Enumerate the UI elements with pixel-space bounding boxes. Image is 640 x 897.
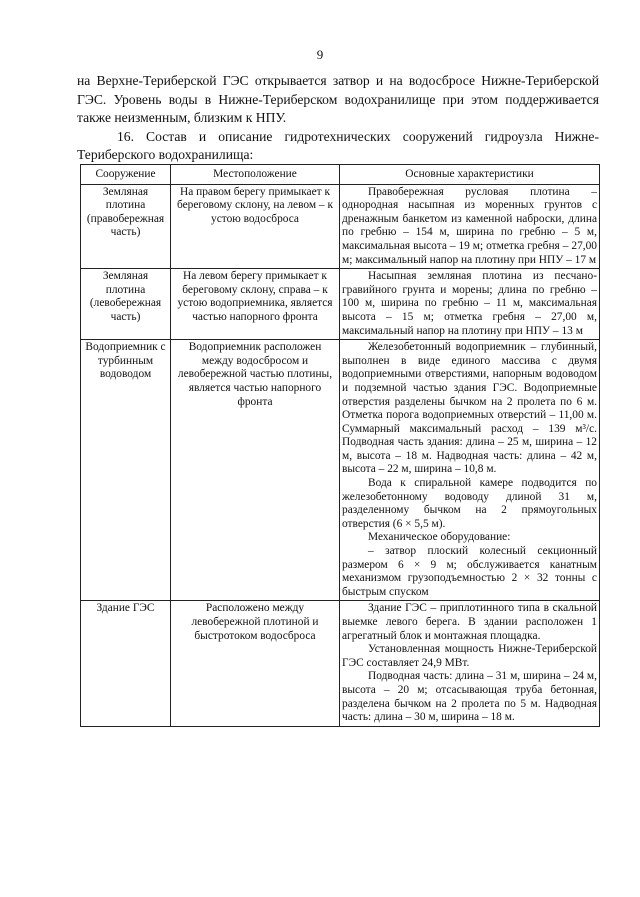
table-row bbox=[81, 269, 600, 340]
structure-description bbox=[340, 340, 600, 601]
description-paragraph: Механическое оборудование: bbox=[368, 531, 511, 544]
structure-description bbox=[340, 269, 600, 340]
description-paragraph: Установленная мощность Нижне-Териберской ГЭС составляет 24,9 МВт. bbox=[342, 643, 597, 669]
structure-description bbox=[340, 601, 600, 726]
table-row bbox=[81, 340, 600, 601]
structure-name: Здание ГЭС bbox=[81, 601, 171, 726]
structure-description bbox=[340, 184, 600, 269]
description-paragraph: Железобетонный водоприемник – глубинный, выполнен в виде единого массива с двумя водоприемными отверстиями, напорным водоводом и подземной частью здания ГЭС. Водоприемные отверстия разделены бычком на 2 пролета по 6 м. Отметка порога водоприемных отверстий – 11,00 м. Суммарный максимальный расход – 139 м³/с. Подводная часть здания: длина – 25 м, ширина – 12 м, высота – 18 м. Надводная часть: длина – 42 м, высота – 22 м, ширина – 10,8 м. bbox=[342, 341, 597, 476]
description-paragraph: Подводная часть: длина – 31 м, ширина – 24 м, высота – 20 м; отсасывающая труба бетонная, разделена бычком на 2 пролета по 5 м. Надводная часть: длина – 30 м, ширина – 18 м. bbox=[342, 670, 597, 724]
table-header-row bbox=[81, 165, 600, 185]
structure-location: На левом берегу примыкает к береговому склону, справа – к устою водоприемника, является частью напорного фронта bbox=[171, 269, 340, 340]
header-structure: Сооружение bbox=[81, 165, 171, 185]
structures-table bbox=[80, 164, 600, 727]
intro-text bbox=[77, 72, 599, 165]
intro-paragraph-1: на Верхне-Териберской ГЭС открывается затвор и на водосбросе Нижне-Териберской ГЭС. Уровень воды в Нижне-Териберском водохранилище при этом поддерживается также неизменным, близким к НПУ. bbox=[77, 73, 599, 125]
description-paragraph: Вода к спиральной камере подводится по железобетонному водоводу длиной 31 м, разделенному бычком на 2 прямоугольных отверстия (6 × 5,5 м). bbox=[342, 477, 597, 530]
description-paragraph: Правобережная русловая плотина – однородная насыпная из моренных грунтов с дренажным банкетом из каменной наброски, длина по гребню – 154 м, ширина по гребню – 5 м, максимальная высота – 19 м; отметка гребня – 27,00 м; максимальный напор на плотину при НПУ – 17 м bbox=[342, 185, 597, 266]
structure-location: Расположено между левобережной плотиной и быстротоком водосброса bbox=[171, 601, 340, 726]
structure-name: Земляная плотина (правобережная часть) bbox=[81, 184, 171, 269]
structure-location: На правом берегу примыкает к береговому склону, на левом – к устою водосброса bbox=[171, 184, 340, 269]
header-location: Местоположение bbox=[171, 165, 340, 185]
table-row bbox=[81, 184, 600, 269]
intro-paragraph-2: 16. Состав и описание гидротехнических сооружений гидроузла Нижне-Териберского водохранилища: bbox=[77, 128, 599, 162]
description-paragraph: – затвор плоский колесный секционный размером 6 × 9 м; обслуживается канатным механизмом грузоподъемностью 2 × 32 тонны с быстрым спуском bbox=[342, 545, 597, 598]
page-number: 9 bbox=[316, 47, 324, 62]
structure-name: Водоприемник с турбинным водоводом bbox=[81, 340, 171, 601]
structure-name: Земляная плотина (левобережная часть) bbox=[81, 269, 171, 340]
description-paragraph: Насыпная земляная плотина из песчано-гравийного грунта и морены; длина по гребню – 100 м, ширина по гребню – 11 м, максимальная высота – 15 м; отметка гребня – 27,00 м, максимальный напор на плотину при НПУ – 13 м bbox=[342, 270, 597, 337]
description-paragraph: Здание ГЭС – приплотинного типа в скальной выемке левого берега. В здании расположен 1 агрегатный блок и монтажная площадка. bbox=[342, 602, 597, 642]
header-characteristics: Основные характеристики bbox=[340, 165, 600, 185]
structure-location: Водоприемник расположен между водосбросом и левобережной частью плотины, является частью напорного фронта bbox=[171, 340, 340, 601]
table-row bbox=[81, 601, 600, 726]
